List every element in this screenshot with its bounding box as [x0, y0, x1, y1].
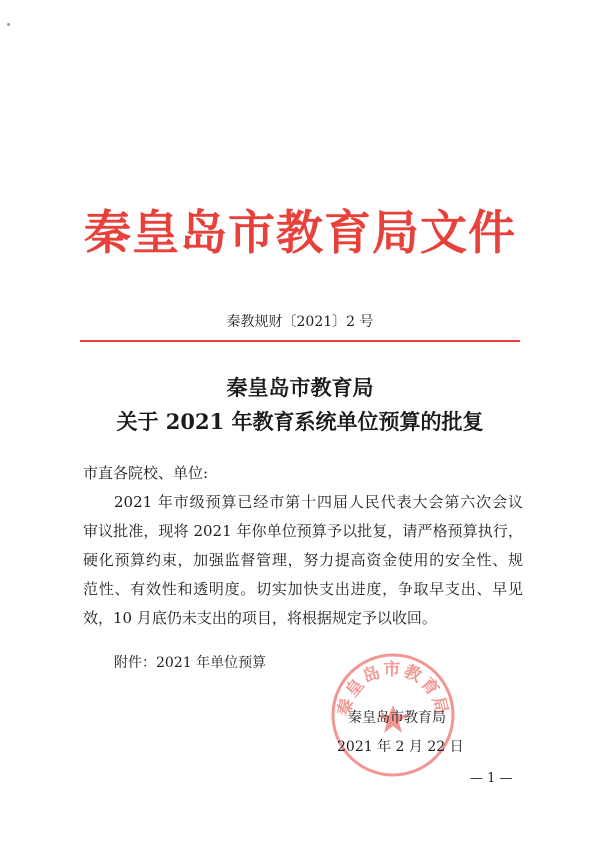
body-paragraph-line: 范性、有效性和透明度。切实加快支出进度，争取早支出、早见: [83, 580, 523, 598]
issuer-signature: 秦皇岛市教育局: [348, 710, 446, 726]
document-title-line-2: 关于 2021 年教育系统单位预算的批复: [116, 409, 484, 434]
red-divider-line: [80, 340, 520, 342]
attachment-note: 附件：2021 年单位预算: [114, 655, 267, 671]
body-paragraph-line: 审议批准，现将 2021 年你单位预算予以批复，请严格预算执行，: [83, 522, 523, 540]
document-title-line-1: 秦皇岛市教育局: [226, 375, 374, 400]
body-paragraph-line: 效，10 月底仍未支出的项目，将根据规定予以收回。: [83, 609, 437, 627]
salutation: 市直各院校、单位:: [83, 464, 209, 482]
body-paragraph-line: 2021 年市级预算已经市第十四届人民代表大会第六次会议: [114, 493, 523, 511]
scan-speck: [7, 23, 10, 26]
document-number: 秦教规财〔2021〕2 号: [226, 314, 374, 330]
body-paragraph-line: 硬化预算约束，加强监督管理，努力提高资金使用的安全性、规: [83, 551, 523, 569]
page-number: — 1 —: [470, 771, 513, 786]
red-header-title: 秦皇岛市教育局文件: [84, 206, 516, 261]
seal-text: 秦皇岛市教育局: [334, 660, 452, 719]
issue-date: 2021 年 2 月 22 日: [337, 739, 464, 755]
